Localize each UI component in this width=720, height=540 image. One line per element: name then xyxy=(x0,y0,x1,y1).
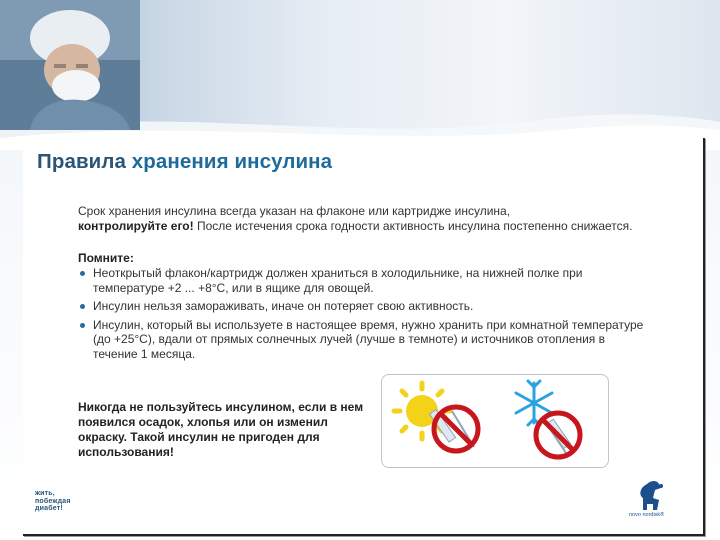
slide-panel xyxy=(23,138,705,536)
list-item xyxy=(78,266,648,295)
bullet-icon xyxy=(80,304,85,309)
list-item xyxy=(78,299,648,314)
tagline-line-2: побеждая xyxy=(35,497,71,505)
rule-text-1: Неоткрытый флакон/картридж должен храниться в холодильнике, на нижней полке при температуре +2 ... +8°С, или в ящике для овощей. xyxy=(93,266,583,295)
storage-illustration xyxy=(381,374,609,468)
intro-line-2: После истечения срока годности активность инсулина постепенно снижается. xyxy=(193,219,633,233)
title-part-1: Правила xyxy=(37,150,132,173)
page-title xyxy=(37,150,332,174)
brand-name: novo nordisk® xyxy=(629,512,665,518)
intro-paragraph xyxy=(78,204,648,234)
tagline xyxy=(35,490,71,513)
tagline-line-3: диабет! xyxy=(35,505,63,512)
rule-text-2: Инсулин нельзя замораживать, иначе он потеряет свою активность. xyxy=(93,299,474,313)
bullet-icon xyxy=(80,323,85,328)
bullet-icon xyxy=(80,271,85,276)
intro-bold: контролируйте его! xyxy=(78,219,194,233)
prohibition-icon-2 xyxy=(536,413,580,457)
title-part-2: хранения инсулина xyxy=(131,150,333,173)
remember-label: Помните: xyxy=(78,251,134,265)
rules-list xyxy=(78,266,648,365)
intro-line-1: Срок хранения инсулина всегда указан на флаконе или картридже инсулина, xyxy=(78,204,511,218)
rule-text-3: Инсулин, который вы используете в настоящее время, нужно хранить при комнатной температуре (до +25°С), вдали от прямых солнечных лучей (лучше в темноте) и источников отопления в течение 1 месяца. xyxy=(93,317,644,361)
doctor-photo xyxy=(0,0,140,130)
tagline-line-1: жить, xyxy=(35,490,55,497)
warning-text: Никогда не пользуйтесь инсулином, если в нем появился осадок, хлопья или он изменил окраску. Такой инсулин не пригоден для использования! xyxy=(78,400,364,459)
list-item xyxy=(78,318,648,362)
